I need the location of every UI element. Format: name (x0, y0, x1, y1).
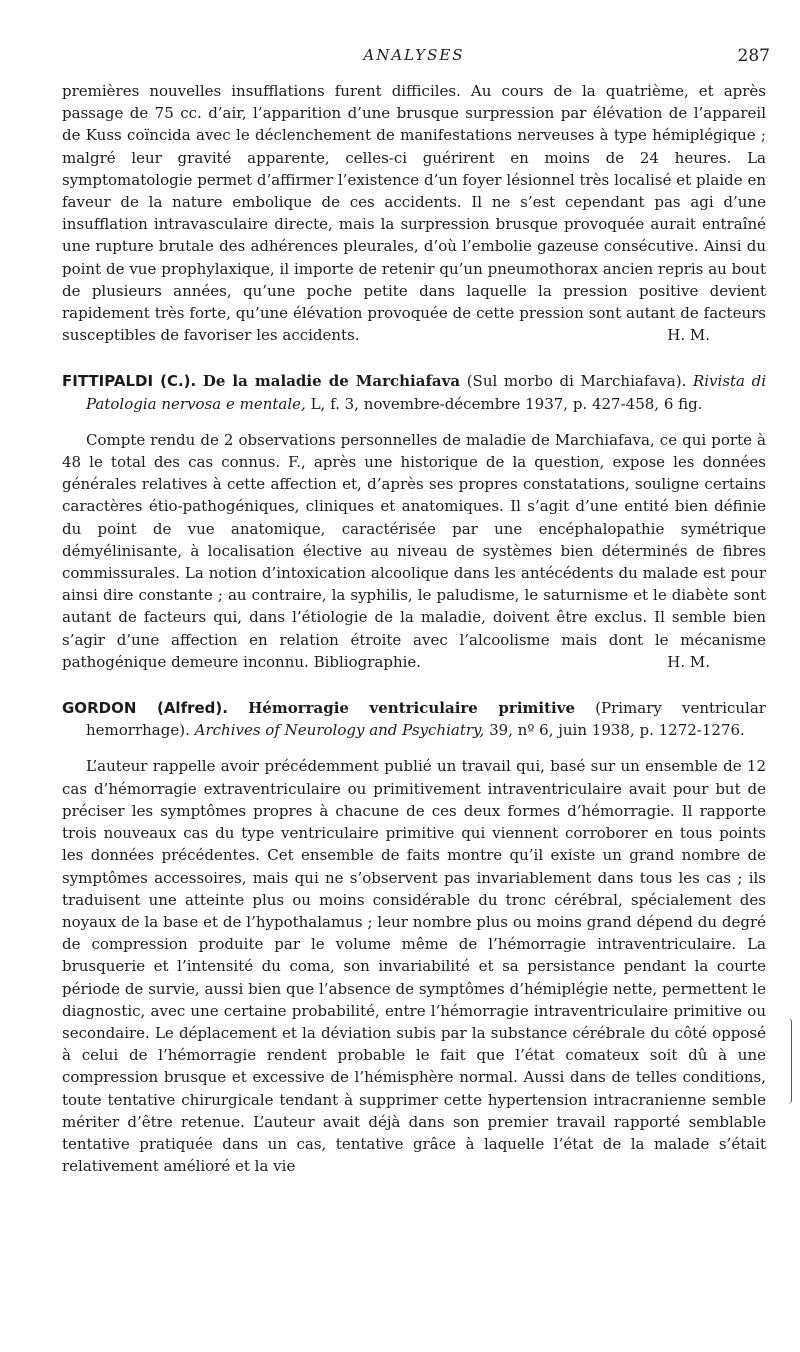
continuation-text: premières nouvelles insufflations furent difficiles. Au cours de la quatrième, et après passage de 75 cc. d’air, l’apparition d’une brusque surpression par élévation de l’appareil de Kuss coïncida avec le déclenchement de manifestations nerveuses à type hémiplégique ; malgré leur gravité apparente, celles-ci guérirent en moins de 24 heures. La symptomatologie permet d’affirmer l’existence d’un foyer lésionnel très localisé et plaide en faveur de la nature embolique de ces accidents. Il ne s’est cependant pas agi d’une insufflation intravasculaire directe, mais la surpression brusque provoquée aurait entraîné une rupture brutale des adhérences pleurales, d’où l’embolie gazeuse consécutive. Ainsi du point de vue prophylaxique, il importe de retenir qu’un pneumothorax ancien repris au bout de plusieurs années, qu’une poche petite dans laquelle la pression positive devient rapidement très forte, qu’une élévation provoquée de cette pression sont autant de facteurs susceptibles de favoriser les accidents. (62, 82, 766, 345)
margin-bracket-mark (785, 1018, 792, 1104)
journal-page (62, 40, 770, 1177)
running-head-title: ANALYSES (363, 46, 465, 64)
article-title: De la maladie de Marchiafava (202, 372, 461, 391)
continuation-paragraph (62, 80, 766, 346)
publication-details: L, f. 3, novembre-décembre 1937, p. 427-458, 6 fig. (310, 394, 703, 413)
article-title: Hémorragie ventriculaire primitive (248, 699, 575, 718)
reviewer-initials: H. M. (667, 326, 710, 345)
running-head (62, 40, 770, 80)
abstract-citation (62, 370, 766, 414)
author-name: GORDON (Alfred). (62, 699, 228, 718)
original-title: (Sul morbo di Marchiafava). (466, 372, 687, 391)
author-name: FITTIPALDI (C.). (62, 372, 197, 391)
journal-name: Rivista di Patologia nervosa e mentale, (86, 372, 767, 413)
summary-text: Compte rendu de 2 observations personnelles de maladie de Marchiafava, ce qui porte à 48 le total des cas connus. F., après une historique de la question, expose les données générales relatives à cette affection et, d’après ses propres constatations, souligne certains caractères étio-pathogéniques, cliniques et anatomiques. Il s’agit d’une entité bien définie du point de vue anatomique, caractérisée par une encéphalopathie symétrique démyélinisante, à localisation élective au niveau de systèmes bien déterminés de fibres commissurales. La notion d’intoxication alcoolique dans les antécédents du malade est pour ainsi dire constante ; au contraire, la syphilis, le paludisme, le saturnisme et le diabète sont autant de facteurs qui, dans l’étiologie de la maladie, doivent être exclus. Il semble bien s’agir d’une affection en relation étroite avec l’alcoolisme mais dont le mécanisme pathogénique demeure inconnu. Bibliographie. (62, 430, 766, 671)
abstract-summary (62, 755, 766, 1177)
abstract-citation (62, 697, 766, 741)
publication-details: 39, nº 6, juin 1938, p. 1272-1276. (489, 721, 745, 740)
page-number: 287 (737, 46, 770, 66)
reviewer-initials: H. M. (667, 652, 710, 671)
abstract-summary (62, 429, 766, 673)
journal-name: Archives of Neurology and Psychiatry, (194, 721, 485, 740)
summary-text: L’auteur rappelle avoir précédemment publié un travail qui, basé sur un ensemble de 12 cas d’hémorragie extraventriculaire ou primitivement intraventriculaire avait pour but de préciser les symptômes propres à chacune de ces deux formes d’hémorragie. Il rapporte trois nouveaux cas du type ventriculaire primitive qui viennent corroborer en tous points les données précédentes. Cet ensemble de faits montre qu’il existe un grand nombre de symptômes accessoires, mais qui ne s’observent pas invariablement dans tous les cas ; ils traduisent une atteinte plus ou moins considérable du tronc cérébral, spécialement des noyaux de la base et de l’hypothalamus ; leur nombre plus ou moins grand dépend du degré de compression produite par le volume même de l’hémorragie intraventriculaire. La brusquerie et l’intensité du coma, son invariabilité et sa persistance pendant la courte période de survie, aussi bien que l’absence de symptômes d’hémiplégie nette, permettent le diagnostic, avec une certaine probabilité, entre l’hémorragie intraventriculaire primitive ou secondaire. Le déplacement et la déviation subis par la substance cérébrale du côté opposé à celui de l’hémorragie rendent probable le fait que l’état comateux soit dû à une compression brusque et excessive de l’hémisphère normal. Aussi dans de telles conditions, toute tentative chirurgicale tendant à supprimer cette hypertension intracranienne semble mériter d’être retenue. L’auteur avait déjà dans son premier travail rapporté semblable tentative pratiquée dans un cas, tentative grâce à laquelle l’état de la malade s’était relativement amélioré et la vie (62, 757, 766, 1176)
original-title: (Primary ventricular hemorrhage). (86, 699, 766, 740)
